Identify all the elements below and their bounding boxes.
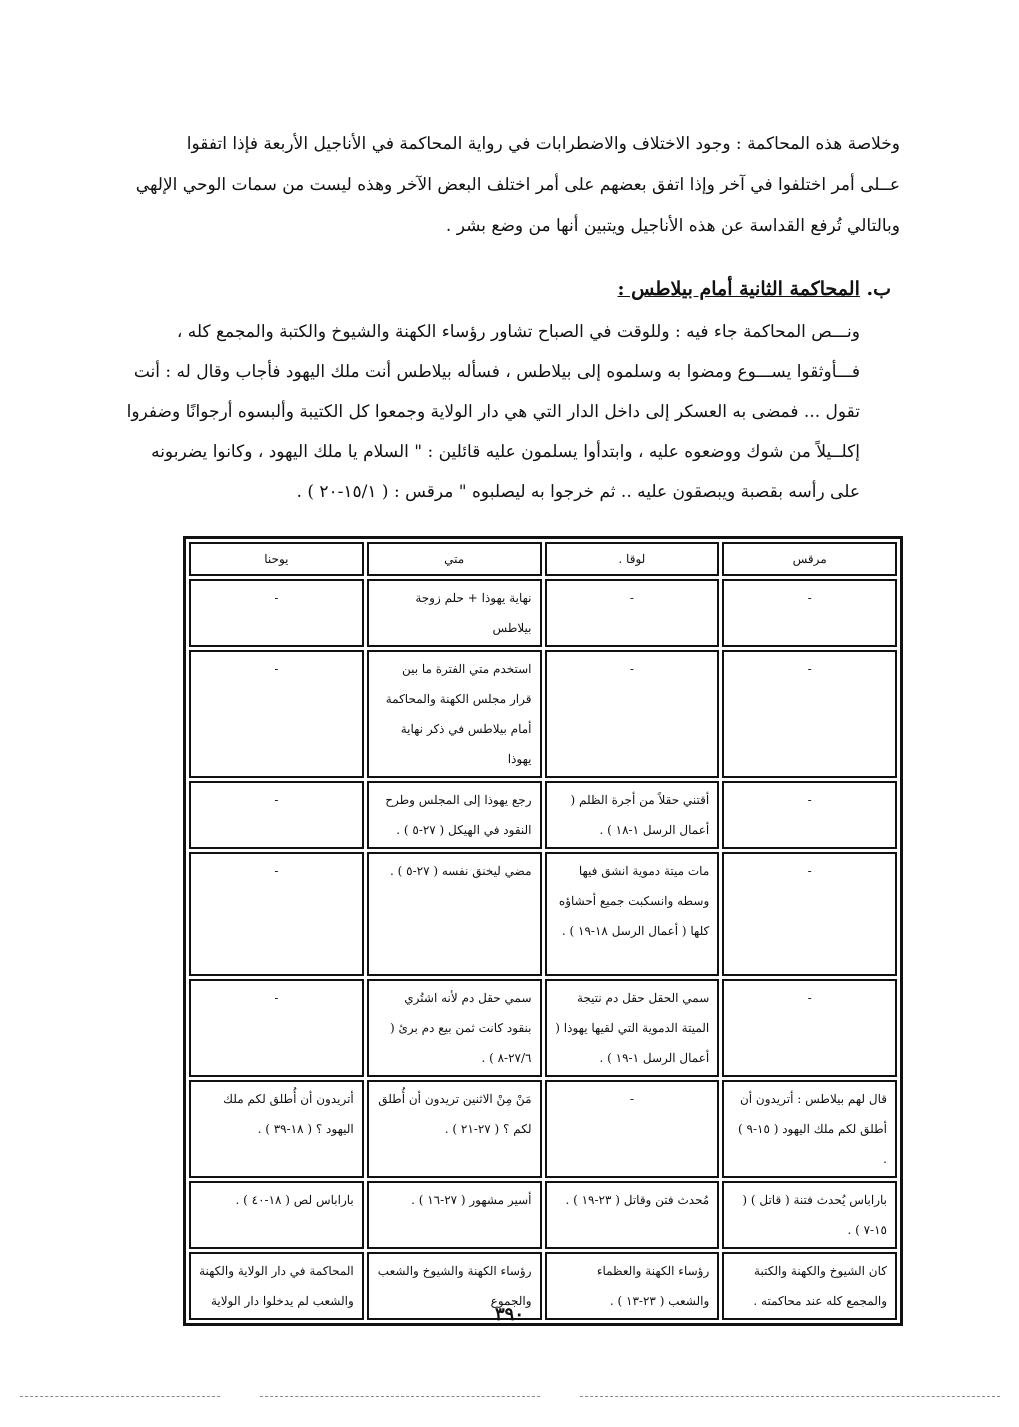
table-cell: - xyxy=(722,852,897,976)
table-cell: رؤساء الكهنة والشيوخ والشعب والجموع xyxy=(367,1252,542,1320)
header-matthew: متي xyxy=(367,542,542,576)
table-cell: - xyxy=(545,650,720,778)
table-cell: سمي حقل دم لأنه اشتُري بنقود كانت ثمن بيع دم برئ ( ٢٧/٦-٨ ) . xyxy=(367,979,542,1077)
table-row xyxy=(189,781,897,849)
table-cell: - xyxy=(189,579,364,647)
section-letter: ب. xyxy=(866,278,891,300)
table-cell: - xyxy=(189,781,364,849)
table-cell: نهاية يهوذا + حلم زوجة بيلاطس xyxy=(367,579,542,647)
table-cell: رجع يهوذا إلى المجلس وطرح النقود في الهيكل ( ٢٧-٥ ) . xyxy=(367,781,542,849)
table-cell: - xyxy=(722,979,897,1077)
intro-line: عــلى أمر اختلفوا في آخر وإذا اتفق بعضهم على أمر اختلف البعض الآخر وهذه ليست من سمات الوحي الإلهي xyxy=(135,175,900,195)
table-cell: مات ميتة دموية انشق فيها وسطه وانسكبت جميع أحشاؤه كلها ( أعمال الرسل ١٨-١٩ ) . xyxy=(545,852,720,976)
table-cell: باراباس يُحدث فتنة ( قاتل ) ( ١٥-٧ ) . xyxy=(722,1181,897,1249)
gospels-comparison-table xyxy=(183,536,903,1326)
intro-line: وخلاصة هذه المحاكمة : وجود الاختلاف والاضطرابات في رواية المحاكمة في الأناجيل الأربعة فإذا اتفقوا xyxy=(186,134,900,154)
intro-paragraph xyxy=(100,124,900,247)
header-luke: لوقا . xyxy=(545,542,720,576)
section-line: إكلــيلاً من شوك ووضعوه عليه ، وابتدأوا يسلمون عليه قائلين : " السلام يا ملك اليهود ، وكانوا يضربونه xyxy=(151,442,860,462)
section-line: ونـــص المحاكمة جاء فيه : وللوقت في الصباح تشاور رؤساء الكهنة والشيوخ والكتبة والمجمع كله ، xyxy=(176,322,860,342)
table-cell: - xyxy=(545,579,720,647)
table-cell: مُحدث فتن وقاتل ( ٢٣-١٩ ) . xyxy=(545,1181,720,1249)
table-cell: أسير مشهور ( ٢٧-١٦ ) . xyxy=(367,1181,542,1249)
section-title: المحاكمة الثانية أمام بيلاطس : xyxy=(617,278,860,300)
table-cell: - xyxy=(189,650,364,778)
intro-line: وبالتالي تُرفع القداسة عن هذه الأناجيل ويتبين أنها من وضع بشر . xyxy=(445,216,900,236)
page-number: ٣٩٠ xyxy=(494,1304,524,1325)
table-cell: المحاكمة في دار الولاية والكهنة والشعب لم يدخلوا دار الولاية xyxy=(189,1252,364,1320)
table-cell: - xyxy=(189,852,364,976)
section-line: تقول ... فمضى به العسكر إلى داخل الدار التي هي دار الولاية وجمعوا كل الكتيبة وألبسوه أرجوانًا وضفروا xyxy=(126,402,860,422)
table-row xyxy=(189,579,897,647)
footer-divider xyxy=(260,1396,540,1397)
table-cell: - xyxy=(722,650,897,778)
table-cell: - xyxy=(189,979,364,1077)
table-cell: أتريدون أن أُطلق لكم ملك اليهود ؟ ( ١٨-٣٩ ) . xyxy=(189,1080,364,1178)
table-cell: - xyxy=(545,1080,720,1178)
table-cell: أقتني حقلاً من أجرة الظلم ( أعمال الرسل ١-١٨ ) . xyxy=(545,781,720,849)
table-cell: رؤساء الكهنة والعظماء والشعب ( ٢٣-١٣ ) . xyxy=(545,1252,720,1320)
section-line: على رأسه بقصبة ويبصقون عليه .. ثم خرجوا به ليصلبوه " مرقس : ( ١٥/١-٢٠ ) . xyxy=(296,482,860,502)
table-cell: - xyxy=(722,781,897,849)
footer-divider xyxy=(20,1396,220,1397)
section-paragraph xyxy=(100,312,860,512)
table-cell: سمي الحقل حقل دم نتيجة الميتة الدموية التي لقيها يهوذا ( أعمال الرسل ١-١٩ ) . xyxy=(545,979,720,1077)
table-row xyxy=(189,852,897,976)
header-john: يوحنا xyxy=(189,542,364,576)
table-header-row xyxy=(189,542,897,576)
table-cell: قال لهم بيلاطس : أتريدون أن أطلق لكم ملك اليهود ( ١٥-٩ ) . xyxy=(722,1080,897,1178)
table-cell: كان الشيوخ والكهنة والكتبة والمجمع كله عند محاكمته . xyxy=(722,1252,897,1320)
section-heading xyxy=(618,278,891,300)
table-row xyxy=(189,1080,897,1178)
table-row xyxy=(189,979,897,1077)
table-cell: - xyxy=(722,579,897,647)
table-row xyxy=(189,1181,897,1249)
table-cell: استخدم متي الفترة ما بين قرار مجلس الكهنة والمحاكمة أمام بيلاطس في ذكر نهاية يهوذا xyxy=(367,650,542,778)
table-cell: مَنْ مِنْ الاثنين تريدون أن أُطلق لكم ؟ ( ٢٧-٢١ ) . xyxy=(367,1080,542,1178)
footer-divider xyxy=(580,1396,1000,1397)
header-mark: مرقس xyxy=(722,542,897,576)
section-line: فـــأوثقوا يســـوع ومضوا به وسلموه إلى بيلاطس ، فسأله بيلاطس أنت ملك اليهود فأجاب وقال له : أنت xyxy=(133,362,860,382)
table-row xyxy=(189,650,897,778)
table-cell: باراباس لص ( ١٨-٤٠ ) . xyxy=(189,1181,364,1249)
table-cell: مضي ليخنق نفسه ( ٢٧-٥ ) . xyxy=(367,852,542,976)
